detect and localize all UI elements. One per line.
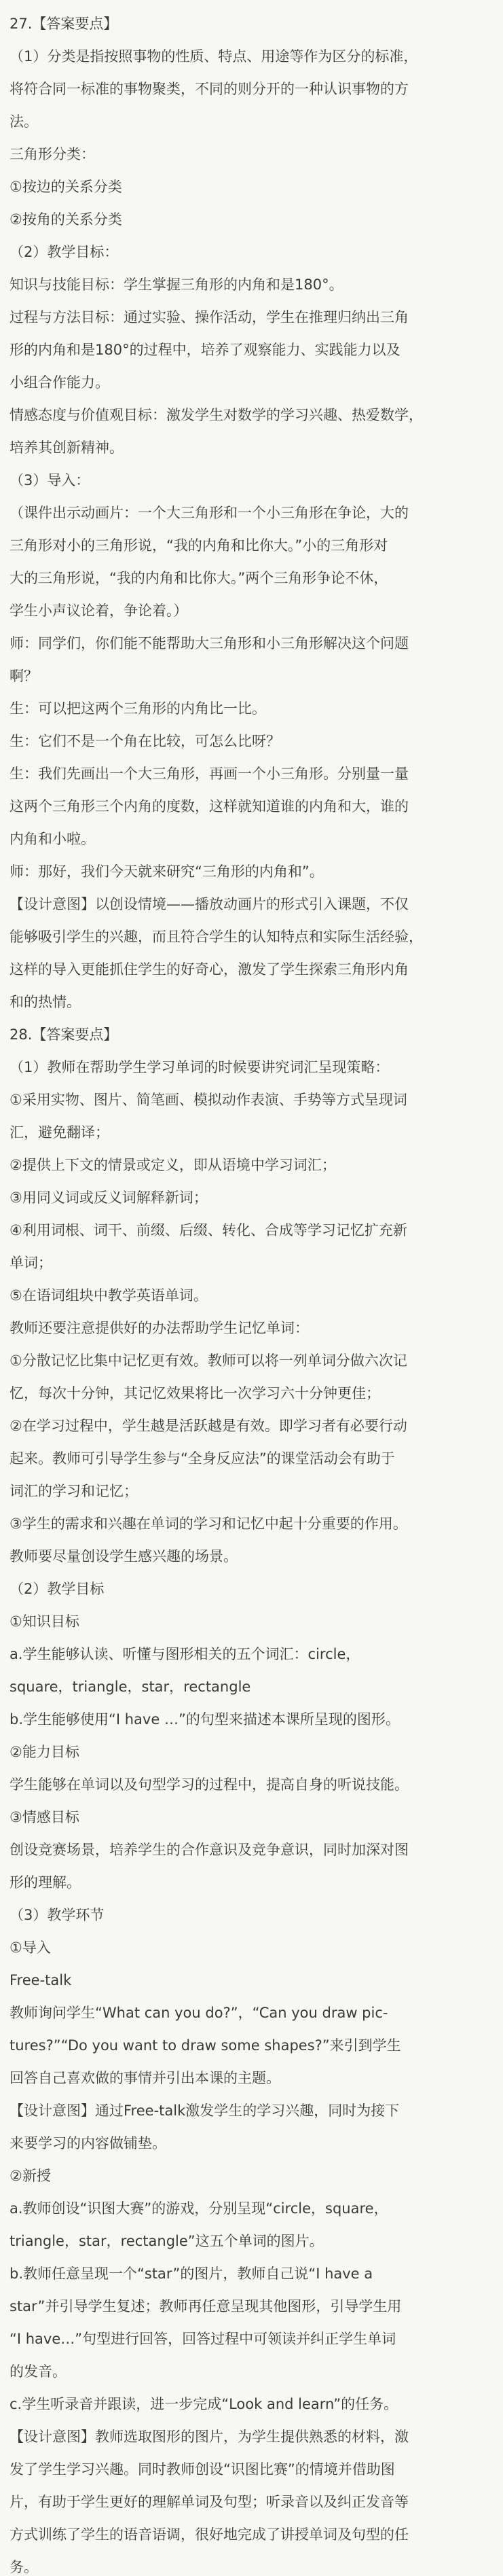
text-line: ②在学习过程中，学生越是活跃越是有效。即学习者有必要行动 [10,1418,407,1434]
text-line: 和的热情。 [10,994,81,1010]
text-line: ③学生的需求和兴趣在单词的学习和记忆中起十分重要的作用。 [10,1516,407,1532]
text-line: ①知识目标 [10,1613,79,1630]
text-line: ①导入 [10,1939,51,1956]
text-line: （2）教学目标： [10,244,119,260]
text-line: 生：可以把这两个三角形的内角比一比。 [10,700,266,717]
text-line: 发了学生学习兴趣。同时教师创设“识图比赛”的情境并借助图 [10,2461,395,2477]
text-line: （1）分类是指按照事物的性质、特点、用途等作为区分的标准， [10,48,418,65]
text-line: 的发音。 [10,2363,67,2380]
text-line: 单词； [10,1255,52,1271]
text-line: triangle，star，rectangle”这五个单词的图片。 [10,2233,324,2249]
text-line: ②按角的关系分类 [10,211,122,228]
text-line: 师：那好，我们今天就来研究“三角形的内角和”。 [10,863,324,880]
text-line: ③情感目标 [10,1809,79,1825]
text-line: 生：它们不是一个角在比较，可怎么比呀？ [10,733,280,749]
text-line: 这两个三角形三个内角的度数，这样就知道谁的内角和大，谁的 [10,798,409,815]
text-line: ①按边的关系分类 [10,179,122,195]
text-line: 小组合作能力。 [10,374,109,391]
text-line: 知识与技能目标：学生掌握三角形的内角和是180°。 [10,276,343,293]
text-line: 能够吸引学生的兴趣，而且符合学生的认知特点和实际生活经验， [10,929,423,945]
text-line: 培养其创新精神。 [10,440,124,456]
text-line: ②新授 [10,2168,51,2184]
text-line: ①采用实物、图片、简笔画、模拟动作表演、手势等方式呈现词 [10,1092,407,1108]
text-line: 学生小声议论着，争论着。） [10,603,188,619]
text-line: 方式训练了学生的语音语调，很好地完成了讲授单词及句型的任 [10,2526,409,2543]
text-line: 过程与方法目标：通过实验、操作活动，学生在推理归纳出三角 [10,309,409,325]
text-line: star”并引导学生复述；教师再任意呈现其他图形，引导学生用 [10,2298,402,2314]
text-line: 学生能够在单词以及句型学习的过程中，提高自身的听说技能。 [10,1776,409,1793]
text-line: 教师要尽量创设学生感兴趣的场景。 [10,1548,238,1564]
text-line: （3）导入： [10,472,90,488]
text-line: 创设竞赛场景，培养学生的合作意识及竞争意识，同时加深对图 [10,1842,409,1858]
text-line: 片，有助于学生更好的理解单词及句型；听录音以及纠正发音等 [10,2494,409,2510]
text-line: 三角形分类： [10,146,95,162]
text-line: （3）教学环节 [10,1907,105,1923]
text-line: 情感态度与价值观目标：激发学生对数学的学习兴趣、热爱数学， [10,407,423,423]
text-line: tures?”“Do you want to draw some shapes?”来引到学生 [10,2037,401,2054]
text-line: b.教师任意呈现一个“star”的图片，教师自己说“I have a [10,2266,373,2282]
text-line: 三角形对小的三角形说，“我的内角和比你大。”小的三角形对 [10,537,388,554]
text-line: ③用同义词或反义词解释新词； [10,1189,208,1206]
text-line: a.学生能够认读、听懂与图形相关的五个词汇：circle， [10,1646,360,1662]
text-line: a.教师创设“识图大赛”的游戏，分别呈现“circle，square， [10,2200,388,2217]
text-line: 【设计意图】通过Free-talk激发学生的学习兴趣，同时为接下 [10,2103,400,2119]
text-line: c.学生听录音并跟读，进一步完成“Look and learn”的任务。 [10,2396,398,2412]
text-line: square，triangle，star，rectangle [10,1679,251,1695]
text-line: （课件出示动画片：一个大三角形和一个小三角形在争论，大的 [10,505,409,521]
text-line: （1）教师在帮助学生学习单词的时候要讲究词汇呈现策略： [10,1059,390,1075]
text-line: ④利用词根、词干、前缀、后缀、转化、合成等学习记忆扩充新 [10,1222,407,1238]
text-line: 法。 [10,113,38,130]
text-line: ①分散记忆比集中记忆更有效。教师可以将一列单词分做六次记 [10,1353,407,1369]
text-line: 这样的导入更能抓住学生的好奇心，激发了学生探索三角形内角 [10,961,409,978]
text-line: ②提供上下文的情景或定义，即从语境中学习词汇； [10,1157,336,1173]
text-line: 教师还要注意提供好的办法帮助学生记忆单词： [10,1320,309,1336]
text-line: 形的内角和是180°的过程中，培养了观察能力、实践能力以及 [10,342,400,358]
text-line: 忆，每次十分钟，其记忆效果将比一次学习六十分钟更佳； [10,1385,380,1401]
text-line: 教师询问学生“What can you do?”，“Can you draw pic- [10,2005,388,2021]
text-line: 大的三角形说，“我的内角和比你大。”两个三角形争论不休， [10,570,388,586]
text-line: 回答自己喜欢做的事情并引出本课的主题。 [10,2070,280,2086]
text-line: ②能力目标 [10,1744,79,1760]
text-line: 生：我们先画出一个大三角形，再画一个小三角形。分别量一量 [10,766,409,782]
text-line: 【设计意图】教师选取图形的图片，为学生提供熟悉的材料，激 [10,2429,409,2445]
text-line: （2）教学目标 [10,1581,105,1597]
text-line: 【设计意图】以创设情境——播放动画片的形式引入课题，不仅 [10,896,409,912]
text-line: b.学生能够使用“I have …”的句型来描述本课所呈现的图形。 [10,1711,400,1728]
text-line: 汇，避免翻译； [10,1124,109,1141]
text-line: 啊？ [10,668,38,684]
text-line: 形的理解。 [10,1874,81,1891]
text-line: 起来。教师可引导学生参与“全身反应法”的课堂活动会有助于 [10,1450,395,1467]
text-line: 务。 [10,2559,38,2575]
text-line: 27.【答案要点】 [10,16,118,32]
text-line: 来要学习的内容做铺垫。 [10,2135,166,2151]
text-line: 词汇的学习和记忆； [10,1483,138,1499]
text-line: Free-talk [10,1972,72,1988]
text-line: 内角和小啦。 [10,831,95,847]
text-line: 将符合同一标准的事物聚类，不同的则分开的一种认识事物的方 [10,81,409,97]
text-line: 28.【答案要点】 [10,1026,118,1043]
text-line: ⑤在语词组块中教学英语单词。 [10,1287,208,1304]
text-line: 师：同学们，你们能不能帮助大三角形和小三角形解决这个问题 [10,635,409,651]
text-line: “I have…”句型进行回答，回答过程中可领读并纠正学生单词 [10,2331,396,2347]
